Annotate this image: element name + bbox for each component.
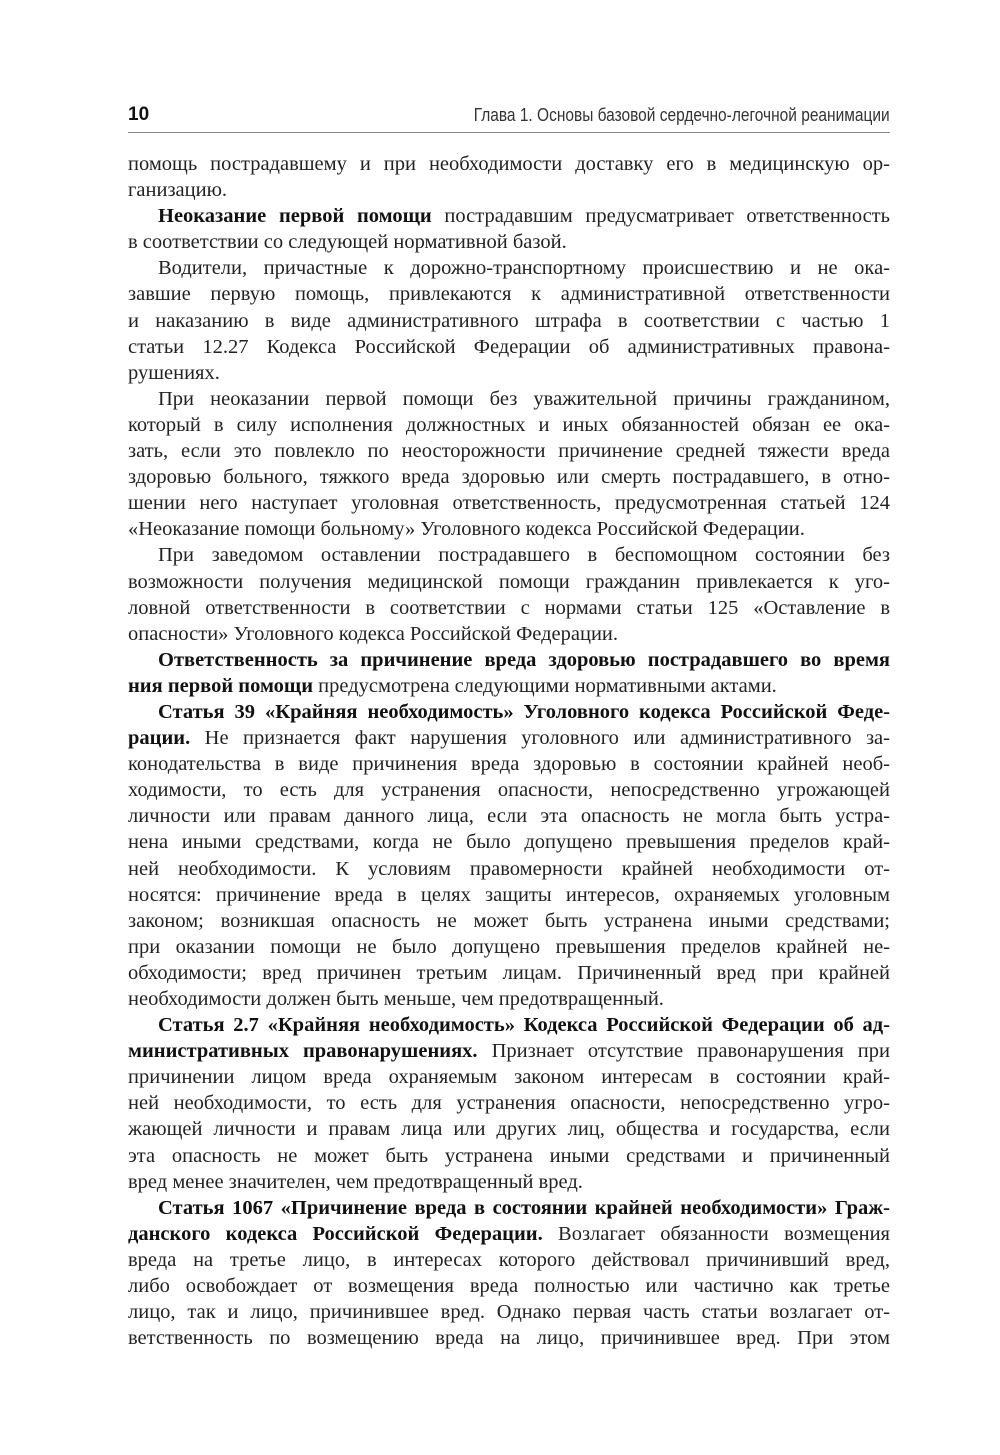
text-line — [128, 490, 890, 516]
running-header — [128, 104, 890, 133]
body-text: который в силу исполнения должностных и иных обязанностей обязан ее ока- — [128, 413, 890, 436]
body-text: При заведомом оставлении пострадавшего в беспомощном состоянии без — [158, 544, 890, 567]
paragraph — [128, 699, 890, 1012]
body-text: либо освобождает от возмещения вреда полностью или частично как третье — [128, 1275, 890, 1298]
body-text: конодательства в виде причинения вреда здоровью в состоянии крайней необ- — [128, 753, 890, 776]
text-line — [128, 986, 890, 1012]
paragraph — [128, 1012, 890, 1195]
body-text: при оказании помощи не было допущено превышения пределов крайней не- — [128, 935, 890, 958]
text-line — [128, 203, 890, 229]
text-line — [128, 1299, 890, 1325]
text-line — [128, 569, 890, 595]
body-text: Признает отсутствие правонарушения при — [477, 1040, 890, 1063]
text-line — [128, 1143, 890, 1169]
text-line — [128, 595, 890, 621]
paragraph — [128, 542, 890, 646]
body-text: в соответствии со следующей нормативной базой. — [128, 231, 567, 254]
body-text: вред менее значителен, чем предотвращенный вред. — [128, 1170, 583, 1193]
body-text: статьи 12.27 Кодекса Российской Федерации об административных правона- — [128, 335, 890, 358]
bold-text: Неоказание первой помощи — [158, 205, 432, 228]
page-number: 10 — [128, 104, 150, 125]
bold-text: министративных правонарушениях. — [128, 1040, 478, 1063]
body-text: вреда на третье лицо, в интересах которого действовал причинивший вред, — [128, 1248, 890, 1271]
text-line — [128, 1221, 890, 1247]
body-text: «Неоказание помощи больному» Уголовного кодекса Российской Федерации. — [128, 518, 805, 541]
body-text: ганизацию. — [128, 179, 228, 202]
text-line — [128, 1012, 890, 1038]
bold-text: Ответственность за причинение вреда здоровью пострадавшего во время — [158, 648, 890, 671]
text-line — [128, 1116, 890, 1142]
bold-text: рации. — [128, 727, 191, 750]
paragraph — [128, 203, 890, 255]
body-text: Не признается факт нарушения уголовного или административного за- — [190, 727, 890, 750]
text-line — [128, 1038, 890, 1064]
bold-text: Статья 2.7 «Крайняя необходимость» Кодекса Российской Федерации об ад- — [158, 1014, 890, 1037]
paragraph — [128, 255, 890, 385]
text-line — [128, 464, 890, 490]
text-line — [128, 229, 890, 255]
body-text: здоровью больного, тяжкого вреда здоровью или смерть пострадавшего, в отно- — [128, 466, 890, 489]
text-line — [128, 647, 890, 673]
chapter-title: Глава 1. Основы базовой сердечно-легочной реанимации — [474, 105, 890, 125]
body-text: эта опасность не может быть устранена иными средствами и причиненный — [128, 1144, 890, 1167]
body-text: причинении лицом вреда охраняемым законом интересам в состоянии край- — [128, 1066, 890, 1089]
body-text: предусмотрена следующими нормативными актами. — [313, 674, 777, 697]
body-text: необходимости должен быть меньше, чем предотвращенный. — [128, 988, 664, 1010]
text-line — [128, 777, 890, 803]
text-line — [128, 960, 890, 986]
body-text: опасности» Уголовного кодекса Российской Федерации. — [128, 622, 619, 645]
bold-text: Статья 39 «Крайняя необходимость» Уголовного кодекса Российской Феде- — [158, 700, 890, 723]
body-text: нена иными средствами, когда не было допущено превышения пределов край- — [128, 831, 890, 854]
body-text: помощь пострадавшему и при необходимости доставку его в медицинскую ор- — [128, 153, 890, 175]
bold-text: Статья 1067 «Причинение вреда в состоянии крайней необходимости» Граж- — [158, 1196, 890, 1219]
body-text: ловной ответственности в соответствии с нормами статьи 125 «Оставление в — [128, 596, 890, 619]
text-line — [128, 255, 890, 281]
text-line — [128, 1273, 890, 1299]
body-text: ходимости, то есть для устранения опасности, непосредственно угрожающей — [128, 779, 890, 802]
text-line — [128, 281, 890, 307]
text-line — [128, 438, 890, 464]
text-line — [128, 1325, 890, 1351]
text-line — [128, 412, 890, 438]
text-line — [128, 725, 890, 751]
body-text: пострадавшим предусматривает ответственность — [431, 205, 890, 228]
text-line — [128, 177, 890, 203]
body-text: ветственность по возмещению вреда на лицо, причинившее вред. При этом — [128, 1327, 890, 1350]
text-line — [128, 908, 890, 934]
body-text: возможности получения медицинской помощи гражданин привлекается к уго- — [128, 570, 890, 593]
page-body — [128, 151, 890, 1351]
paragraph — [128, 151, 890, 203]
body-text: лицо, так и лицо, причинившее вред. Однако первая часть статьи возлагает от- — [128, 1301, 890, 1324]
text-line — [128, 621, 890, 647]
paragraph — [128, 1195, 890, 1352]
body-text: рушениях. — [128, 361, 220, 384]
text-line — [128, 803, 890, 829]
bold-text: данского кодекса Российской Федерации. — [128, 1222, 543, 1245]
text-line — [128, 856, 890, 882]
text-line — [128, 1195, 890, 1221]
body-text: шении него наступает уголовная ответственность, предусмотренная статьей 124 — [128, 492, 890, 515]
text-line — [128, 699, 890, 725]
body-text: При неоказании первой помощи без уважительной причины гражданином, — [158, 387, 890, 410]
text-line — [128, 360, 890, 386]
body-text: ней необходимости. К условиям правомерности крайней необходимости от- — [128, 857, 890, 880]
body-text: Водители, причастные к дорожно-транспортному происшествию и не ока- — [158, 257, 890, 280]
text-line — [128, 151, 890, 177]
text-line — [128, 1064, 890, 1090]
text-line — [128, 308, 890, 334]
text-line — [128, 386, 890, 412]
text-line — [128, 673, 890, 699]
body-text: обходимости; вред причинен третьим лицам. Причиненный вред при крайней — [128, 961, 890, 984]
body-text: жающей личности и правам лица или других лиц, общества и государства, если — [128, 1118, 890, 1141]
text-line — [128, 882, 890, 908]
body-text: носятся: причинение вреда в целях защиты интересов, охраняемых уголовным — [128, 883, 890, 906]
body-text: зать, если это повлекло по неосторожности причинение средней тяжести вреда — [128, 440, 890, 463]
body-text: законом; возникшая опасность не может быть устранена иными средствами; — [128, 909, 890, 932]
body-text: личности или правам данного лица, если эта опасность не могла быть устра- — [128, 805, 890, 828]
text-line — [128, 1090, 890, 1116]
paragraph — [128, 647, 890, 699]
body-text: и наказанию в виде административного штрафа в соответствии с частью 1 — [128, 309, 890, 332]
text-line — [128, 516, 890, 542]
text-line — [128, 334, 890, 360]
paragraph — [128, 386, 890, 543]
text-line — [128, 1169, 890, 1195]
text-line — [128, 829, 890, 855]
text-line — [128, 934, 890, 960]
body-text: завшие первую помощь, привлекаются к административной ответственности — [128, 283, 890, 306]
body-text: ней необходимости, то есть для устранения опасности, непосредственно угро- — [128, 1092, 890, 1115]
text-line — [128, 751, 890, 777]
text-line — [128, 542, 890, 568]
bold-text: ния первой помощи — [128, 674, 314, 697]
body-text: Возлагает обязанности возмещения — [542, 1222, 890, 1245]
text-line — [128, 1247, 890, 1273]
